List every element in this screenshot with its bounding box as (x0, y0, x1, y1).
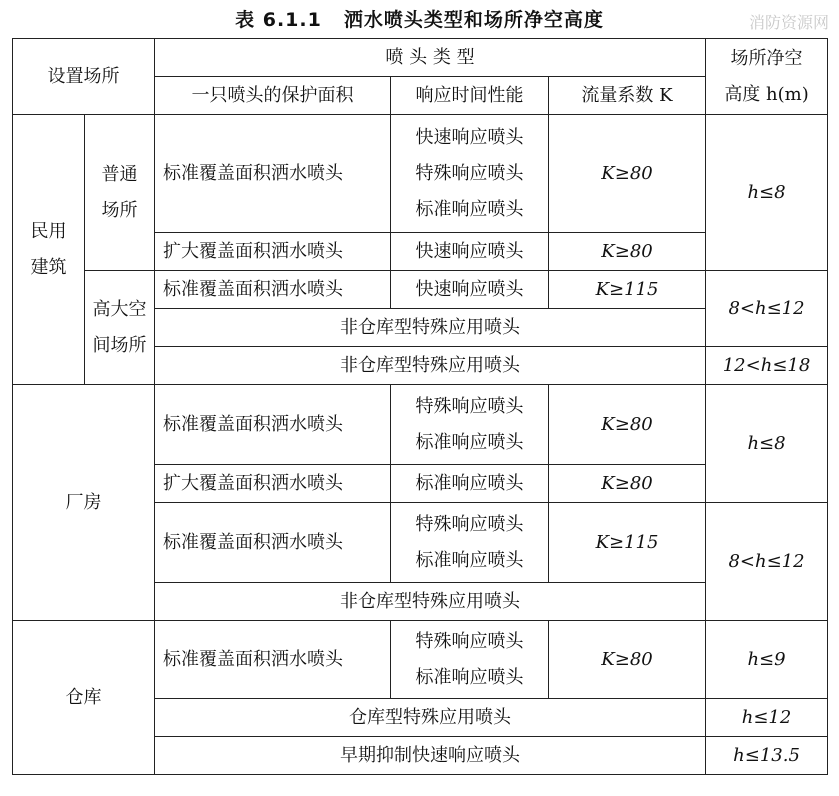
header-sprinkler-type: 喷 头 类 型 (155, 39, 706, 77)
sprinkler-table (12, 38, 828, 775)
warehouse-row2: 仓库型特殊应用喷头 (155, 699, 706, 737)
factory-row1-response: 特殊响应喷头 标准响应喷头 (391, 385, 549, 465)
tall-row3: 非仓库型特殊应用喷头 (155, 347, 706, 385)
factory-row3-k: K≥115 (549, 503, 706, 583)
normal-row2-area: 扩大覆盖面积洒水喷头 (155, 233, 391, 271)
civil-label: 民用 建筑 (13, 115, 85, 385)
warehouse-height1: h≤9 (706, 621, 828, 699)
factory-label: 厂房 (13, 385, 155, 621)
tall-row2: 非仓库型特殊应用喷头 (155, 309, 706, 347)
factory-row1-area: 标准覆盖面积洒水喷头 (155, 385, 391, 465)
factory-height2: 8<h≤12 (706, 503, 828, 621)
warehouse-height3: h≤13.5 (706, 737, 828, 775)
warehouse-row3: 早期抑制快速响应喷头 (155, 737, 706, 775)
header-place: 设置场所 (13, 39, 155, 115)
normal-place-label: 普通 场所 (85, 115, 155, 271)
warehouse-row1-area: 标准覆盖面积洒水喷头 (155, 621, 391, 699)
normal-row1-response: 快速响应喷头 特殊响应喷头 标准响应喷头 (391, 115, 549, 233)
factory-row2-area: 扩大覆盖面积洒水喷头 (155, 465, 391, 503)
header-area: 一只喷头的保护面积 (155, 77, 391, 115)
tall-row1-area: 标准覆盖面积洒水喷头 (155, 271, 391, 309)
factory-row2-k: K≥80 (549, 465, 706, 503)
warehouse-row1-k: K≥80 (549, 621, 706, 699)
tall-height1: 8<h≤12 (706, 271, 828, 347)
normal-row2-k: K≥80 (549, 233, 706, 271)
normal-row1-k: K≥80 (549, 115, 706, 233)
factory-row3-response: 特殊响应喷头 标准响应喷头 (391, 503, 549, 583)
normal-row2-response: 快速响应喷头 (391, 233, 549, 271)
factory-row2-response: 标准响应喷头 (391, 465, 549, 503)
table-number: 表 6.1.1 (235, 8, 322, 31)
factory-row4: 非仓库型特殊应用喷头 (155, 583, 706, 621)
tall-row1-response: 快速响应喷头 (391, 271, 549, 309)
table-caption: 洒水喷头类型和场所净空高度 (343, 8, 604, 31)
normal-row1-area: 标准覆盖面积洒水喷头 (155, 115, 391, 233)
factory-height1: h≤8 (706, 385, 828, 503)
warehouse-row1-response: 特殊响应喷头 标准响应喷头 (391, 621, 549, 699)
watermark: 消防资源网 (748, 13, 829, 32)
warehouse-height2: h≤12 (706, 699, 828, 737)
tall-place-label: 高大空 间场所 (85, 271, 155, 385)
tall-row1-k: K≥115 (549, 271, 706, 309)
table-title (0, 0, 839, 36)
factory-row3-area: 标准覆盖面积洒水喷头 (155, 503, 391, 583)
header-height: 场所净空 高度 h(m) (706, 39, 828, 115)
header-response: 响应时间性能 (391, 77, 549, 115)
header-k: 流量系数 K (549, 77, 706, 115)
factory-row1-k: K≥80 (549, 385, 706, 465)
warehouse-label: 仓库 (13, 621, 155, 775)
normal-height: h≤8 (706, 115, 828, 271)
tall-height2: 12<h≤18 (706, 347, 828, 385)
